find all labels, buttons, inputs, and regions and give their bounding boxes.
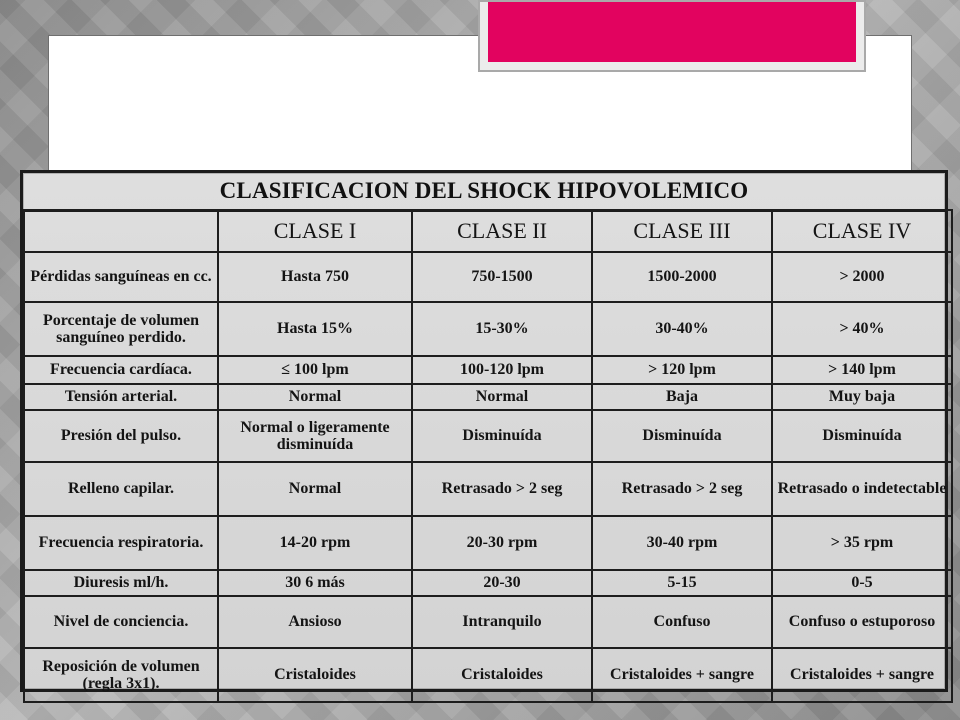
table-cell: Cristaloides [218, 648, 412, 702]
table-cell: 20-30 [412, 570, 592, 596]
header-clase-ii: CLASE II [412, 210, 592, 252]
table-row [24, 356, 952, 384]
table-row [24, 570, 952, 596]
table-cell: > 35 rpm [772, 516, 952, 570]
table-row [24, 252, 952, 302]
table-row [24, 596, 952, 648]
row-label: Tensión arterial. [24, 384, 218, 410]
table-cell: 20-30 rpm [412, 516, 592, 570]
row-label: Relleno capilar. [24, 462, 218, 516]
table-cell: 0-5 [772, 570, 952, 596]
table-row [24, 302, 952, 356]
table-cell: Confuso [592, 596, 772, 648]
table-cell: Retrasado o indetectable [772, 462, 952, 516]
table-cell: Disminuída [412, 410, 592, 462]
table-cell: Disminuída [592, 410, 772, 462]
table-cell: Disminuída [772, 410, 952, 462]
table-cell: Retrasado > 2 seg [592, 462, 772, 516]
row-label: Pérdidas sanguíneas en cc. [24, 252, 218, 302]
table-cell: Normal [218, 462, 412, 516]
table-cell: 30-40% [592, 302, 772, 356]
row-label: Frecuencia respiratoria. [24, 516, 218, 570]
shock-classification-table [23, 209, 953, 703]
table-cell: > 2000 [772, 252, 952, 302]
table-cell: > 140 lpm [772, 356, 952, 384]
row-label: Porcentaje de volumen sanguíneo perdido. [24, 302, 218, 356]
table-cell: ≤ 100 lpm [218, 356, 412, 384]
table-cell: 100-120 lpm [412, 356, 592, 384]
table-cell: Retrasado > 2 seg [412, 462, 592, 516]
row-label: Presión del pulso. [24, 410, 218, 462]
table-cell: Cristaloides [412, 648, 592, 702]
table-row [24, 462, 952, 516]
table-cell: Muy baja [772, 384, 952, 410]
row-label: Frecuencia cardíaca. [24, 356, 218, 384]
table-row [24, 516, 952, 570]
table-cell: Baja [592, 384, 772, 410]
table-cell: Intranquilo [412, 596, 592, 648]
header-clase-iv: CLASE IV [772, 210, 952, 252]
row-label: Nivel de conciencia. [24, 596, 218, 648]
table-cell: 750-1500 [412, 252, 592, 302]
table-row [24, 410, 952, 462]
table-cell: > 120 lpm [592, 356, 772, 384]
table-cell: 5-15 [592, 570, 772, 596]
header-clase-i: CLASE I [218, 210, 412, 252]
table-cell: Ansioso [218, 596, 412, 648]
table-cell: 30 6 más [218, 570, 412, 596]
table-cell: 30-40 rpm [592, 516, 772, 570]
accent-header-box [478, 0, 866, 72]
table-cell: Hasta 750 [218, 252, 412, 302]
table-cell: 14-20 rpm [218, 516, 412, 570]
accent-header-fill [488, 2, 856, 62]
table-cell: Confuso o estuporoso [772, 596, 952, 648]
row-label: Reposición de volumen (regla 3x1). [24, 648, 218, 702]
table-cell: Hasta 15% [218, 302, 412, 356]
table-cell: Normal [412, 384, 592, 410]
header-clase-iii: CLASE III [592, 210, 772, 252]
table-cell: Normal o ligeramente disminuída [218, 410, 412, 462]
header-empty-cell [24, 210, 218, 252]
table-header-row [24, 210, 952, 252]
table-title: CLASIFICACION DEL SHOCK HIPOVOLEMICO [23, 173, 945, 212]
table-cell: Cristaloides + sangre [592, 648, 772, 702]
shock-classification-table-image [20, 170, 948, 692]
table-cell: > 40% [772, 302, 952, 356]
row-label: Diuresis ml/h. [24, 570, 218, 596]
table-cell: 15-30% [412, 302, 592, 356]
table-row [24, 648, 952, 702]
table-cell: 1500-2000 [592, 252, 772, 302]
table-cell: Normal [218, 384, 412, 410]
table-row [24, 384, 952, 410]
table-cell: Cristaloides + sangre [772, 648, 952, 702]
